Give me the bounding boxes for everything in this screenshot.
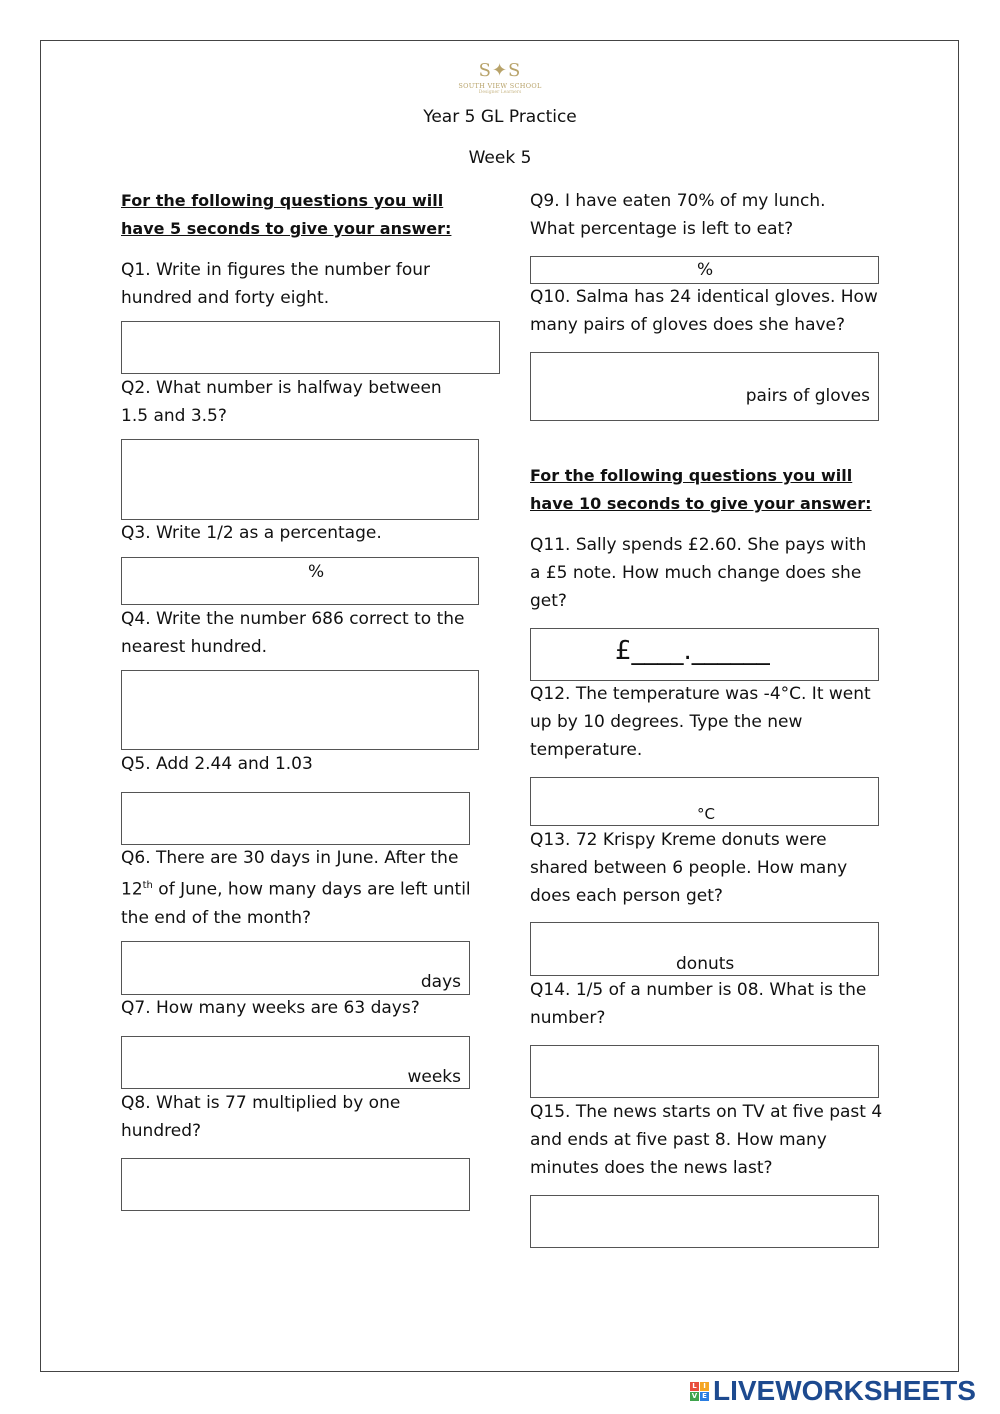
question-9-line-2: What percentage is left to eat? bbox=[530, 219, 794, 239]
question-7: Q7. How many weeks are 63 days? bbox=[121, 998, 420, 1018]
right-heading-line-1: For the following questions you will bbox=[530, 466, 853, 485]
answer-box-q7[interactable] bbox=[121, 1036, 470, 1089]
question-6 bbox=[121, 844, 476, 932]
unit-pairs-q10: pairs of gloves bbox=[745, 386, 870, 406]
left-section-heading bbox=[121, 187, 501, 243]
worksheet-title: Year 5 GL Practice bbox=[423, 107, 577, 127]
question-1: Q1. Write in figures the number four hundred and forty eight. bbox=[121, 260, 431, 308]
school-logo-mark: S✦S bbox=[478, 60, 522, 81]
icon-letter-l: L bbox=[690, 1382, 699, 1391]
icon-letter-i: I bbox=[700, 1382, 709, 1391]
school-tagline: Designer Learners bbox=[478, 90, 522, 95]
question-6-superscript: th bbox=[142, 880, 153, 891]
question-2: Q2. What number is halfway between 1.5 and 3.5? bbox=[121, 378, 442, 426]
question-8: Q8. What is 77 multiplied by one hundred? bbox=[121, 1093, 401, 1141]
question-13: Q13. 72 Krispy Kreme donuts were shared between 6 people. How many does each person get? bbox=[530, 830, 848, 906]
answer-box-q10[interactable] bbox=[530, 352, 879, 421]
school-name: SOUTH VIEW SCHOOL bbox=[458, 82, 542, 90]
answer-box-q1[interactable] bbox=[121, 321, 500, 374]
answer-box-q13[interactable] bbox=[530, 922, 879, 976]
question-4: Q4. Write the number 686 correct to the nearest hundred. bbox=[121, 609, 465, 657]
icon-letter-v: V bbox=[691, 1391, 698, 1400]
liveworksheets-brand: LIVEWORKSHEETS bbox=[713, 1375, 976, 1406]
answer-box-q8[interactable] bbox=[121, 1158, 470, 1211]
unit-weeks-q7: weeks bbox=[407, 1067, 461, 1087]
answer-box-q11[interactable] bbox=[530, 628, 879, 681]
question-9 bbox=[530, 187, 890, 243]
unit-celsius-q12: °C bbox=[697, 805, 715, 823]
answer-box-q12[interactable] bbox=[530, 777, 879, 826]
answer-box-q5[interactable] bbox=[121, 792, 470, 845]
left-heading-line-2: have 5 seconds to give your answer: bbox=[121, 219, 452, 238]
liveworksheets-logo bbox=[690, 1375, 976, 1407]
question-6-text-a: Q6. There are 30 days in June. After the 12 bbox=[121, 848, 459, 900]
right-section-heading bbox=[530, 462, 910, 518]
right-heading-line-2: have 10 seconds to give your answer: bbox=[530, 494, 872, 513]
money-template-q11: £____.______ bbox=[615, 636, 770, 666]
question-11: Q11. Sally spends £2.60. She pays with a £5 note. How much change does she get? bbox=[530, 535, 867, 611]
unit-percent-q9: % bbox=[697, 260, 714, 280]
icon-letter-e: E bbox=[700, 1392, 709, 1401]
answer-box-q15[interactable] bbox=[530, 1195, 879, 1248]
answer-box-q6[interactable] bbox=[121, 941, 470, 995]
question-15: Q15. The news starts on TV at five past 4 and ends at five past 8. How many minutes does the news last? bbox=[530, 1102, 883, 1178]
school-logo bbox=[455, 60, 545, 106]
liveworksheets-icon bbox=[690, 1382, 709, 1401]
answer-box-q9[interactable] bbox=[530, 256, 879, 284]
unit-donuts-q13: donuts bbox=[676, 954, 735, 974]
question-5: Q5. Add 2.44 and 1.03 bbox=[121, 754, 313, 774]
answer-box-q2[interactable] bbox=[121, 439, 479, 520]
question-3: Q3. Write 1/2 as a percentage. bbox=[121, 523, 382, 543]
left-heading-line-1: For the following questions you will bbox=[121, 191, 444, 210]
answer-box-q4[interactable] bbox=[121, 670, 479, 750]
question-9-line-1: Q9. I have eaten 70% of my lunch. bbox=[530, 191, 826, 211]
answer-box-q14[interactable] bbox=[530, 1045, 879, 1098]
question-12: Q12. The temperature was -4°C. It went up by 10 degrees. Type the new temperature. bbox=[530, 684, 871, 760]
question-14: Q14. 1/5 of a number is 08. What is the number? bbox=[530, 980, 867, 1028]
answer-box-q3[interactable] bbox=[121, 557, 479, 605]
unit-days-q6: days bbox=[420, 972, 461, 992]
unit-percent-q3: % bbox=[308, 562, 325, 582]
question-6-text-b: of June, how many days are left until the end of the month? bbox=[121, 879, 471, 928]
question-10: Q10. Salma has 24 identical gloves. How many pairs of gloves does she have? bbox=[530, 287, 878, 335]
worksheet-week: Week 5 bbox=[468, 148, 532, 168]
